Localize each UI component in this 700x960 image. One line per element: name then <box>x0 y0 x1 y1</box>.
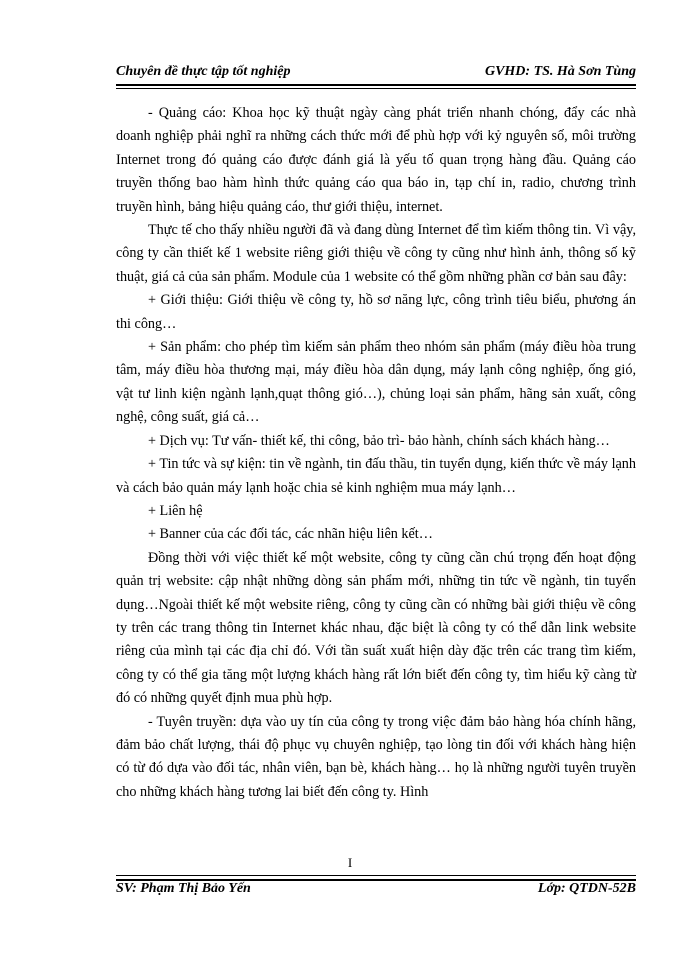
body-text <box>116 102 636 804</box>
footer-class: Lớp: QTDN-52B <box>537 881 636 896</box>
paragraph-module-products: + Sản phẩm: cho phép tìm kiếm sản phẩm theo nhóm sản phẩm (máy điều hòa trung tâm, máy điều hòa thương mại, máy điều hòa dân dụng, máy lạnh công nghiệp, ống gió, vật tư linh kiện ngành lạnh,quạt thông gió…), chủng loại sản phẩm, hãng sản xuất, công nghệ, công suất, giá cả… <box>116 339 636 426</box>
paragraph-module-contact: + Liên hệ <box>148 502 203 519</box>
header-rule-thick <box>116 84 636 86</box>
page-footer <box>116 881 636 903</box>
footer-student-name: SV: Phạm Thị Bảo Yến <box>116 881 251 896</box>
header-supervisor: GVHD: TS. Hà Sơn Tùng <box>484 64 636 79</box>
paragraph-website-management: Đồng thời với việc thiết kế một website, công ty cũng cần chú trọng đến hoạt động quản trị website: cập nhật những dòng sản phẩm mới, những tin tức về ngành, tin tuyển dụng…Ngoài thiết kế một website riêng, công ty cũng cần có những bài giới thiệu về công ty trên các trang thông tin Internet khác nhau, đặc biệt là công ty có thể dẫn link website riêng của mình tại các địa chỉ đó. Với tần suất xuất hiện dày đặc trên các trang tìm kiếm, công ty có thể gia tăng một lượng khách hàng rất lớn biết đến công ty, tìm hiểu kỹ càng từ đó có những quyết định mua phù hợp. <box>116 549 636 707</box>
header-document-title: Chuyên đề thực tập tốt nghiệp <box>116 64 291 79</box>
paragraph-advertising: - Quảng cáo: Khoa học kỹ thuật ngày càng phát triển nhanh chóng, đẩy các nhà doanh nghiệp phải nghĩ ra những cách thức mới để phù hợp với kỷ nguyên số, môi trường Internet trong đó quảng cáo được đánh giá là yếu tố quan trọng hàng đầu. Quảng cáo truyền thống bao hàm hình thức quảng cáo qua báo in, tạp chí in, radio, chương trình truyền hình, bảng hiệu quảng cáo, thư giới thiệu, internet. <box>116 105 636 215</box>
page-header <box>116 64 636 86</box>
paragraph-website-intro: Thực tế cho thấy nhiều người đã và đang dùng Internet để tìm kiếm thông tin. Vì vậy, công ty cần thiết kế 1 website riêng giới thiệu về công ty cũng như hình ảnh, thông số kỹ thuật, giá cả của sản phẩm. Module của 1 website có thể gồm những phần cơ bản sau đây: <box>116 222 636 285</box>
footer-rule-thin <box>116 875 636 876</box>
page-number: I <box>347 855 353 870</box>
paragraph-module-about: + Giới thiệu: Giới thiệu về công ty, hồ sơ năng lực, công trình tiêu biểu, phương án thi công… <box>116 292 636 332</box>
paragraph-module-services: + Dịch vụ: Tư vấn- thiết kế, thi công, bảo trì- bảo hành, chính sách khách hàng… <box>148 432 610 449</box>
paragraph-module-banner: + Banner của các đối tác, các nhãn hiệu liên kết… <box>148 526 433 543</box>
header-rule-thin <box>116 88 636 89</box>
paragraph-word-of-mouth: - Tuyên truyền: dựa vào uy tín của công ty trong việc đảm bảo hàng hóa chính hãng, đảm bảo chất lượng, thái độ phục vụ chuyên nghiệp, tạo lòng tin đối với khách hàng hiện có từ đó dựa vào đối tác, nhân viên, bạn bè, khách hàng… họ là những người tuyên truyền cho những khách hàng tương lai biết đến công ty. Hình <box>116 713 636 800</box>
paragraph-module-news: + Tin tức và sự kiện: tin về ngành, tin đấu thầu, tin tuyển dụng, kiến thức về máy lạnh và cách bảo quản máy lạnh hoặc chia sẻ kinh nghiệm mua máy lạnh… <box>116 456 636 496</box>
